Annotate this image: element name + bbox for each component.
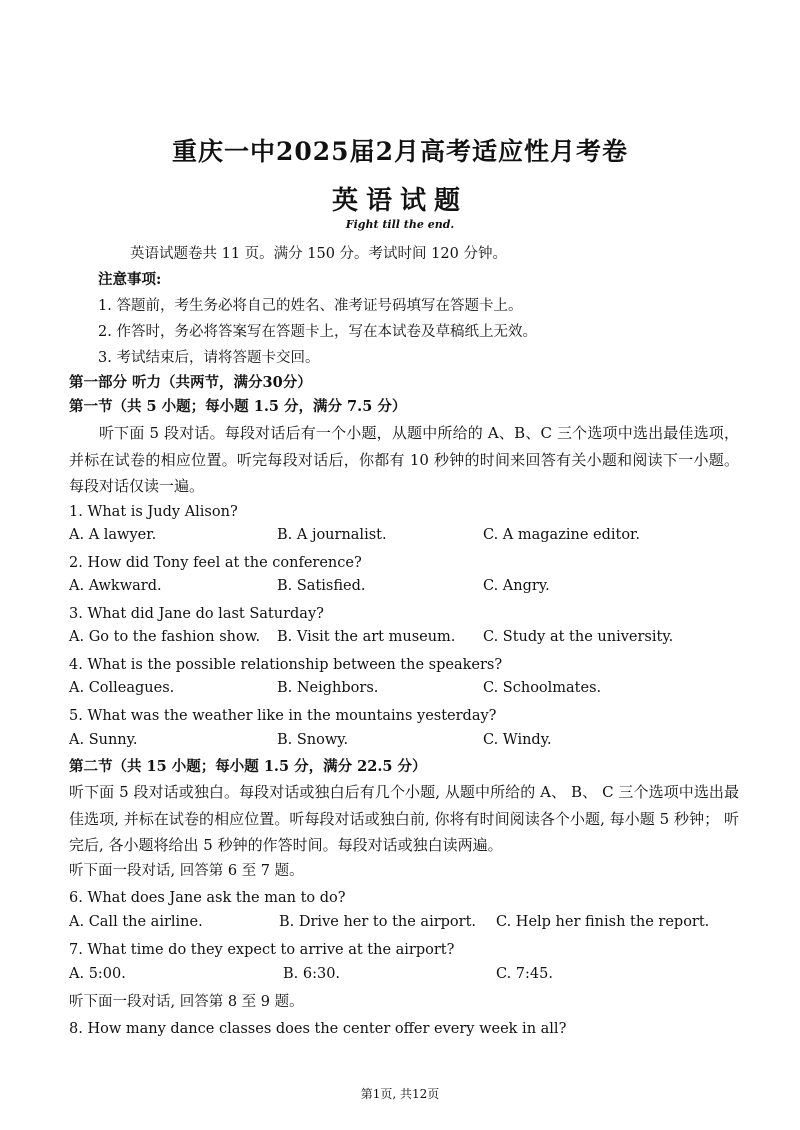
question-6-options — [69, 914, 769, 934]
option-c: C. Study at the university. — [483, 629, 674, 645]
question-5: 5. What was the weather like in the mountains yesterday? — [69, 708, 497, 724]
page-footer: 第1页, 共12页 — [360, 1087, 440, 1101]
option-a: A. Colleagues. — [69, 680, 175, 696]
option-a: A. Go to the fashion show. — [69, 629, 261, 645]
option-a: A. Sunny. — [69, 732, 138, 748]
option-c: C. A magazine editor. — [483, 527, 641, 543]
question-4-options — [69, 680, 769, 700]
part1-heading: 第一部分 听力（共两节，满分30分） — [69, 374, 312, 391]
option-c: C. Help her finish the report. — [496, 914, 710, 930]
exam-intro: 英语试题卷共 11 页。满分 150 分。考试时间 120 分钟。 — [130, 246, 507, 262]
section2-heading: 第二节（共 15 小题；每小题 1.5 分，满分 22.5 分） — [69, 758, 427, 775]
question-5-options — [69, 732, 769, 752]
option-b: B. 6:30. — [283, 966, 341, 982]
option-b: B. Visit the art museum. — [277, 629, 456, 645]
question-2-options — [69, 578, 769, 598]
notes-heading: 注意事项: — [98, 271, 162, 288]
dialogue-prompt: 听下面一段对话, 回答第 6 至 7 题。 — [69, 863, 304, 879]
option-a: A. Call the airline. — [69, 914, 203, 930]
note-item: 2. 作答时，务必将答案写在答题卡上，写在本试卷及草稿纸上无效。 — [98, 324, 537, 340]
question-8: 8. How many dance classes does the center offer every week in all? — [69, 1021, 567, 1037]
option-b: B. A journalist. — [277, 527, 387, 543]
question-7-options — [69, 966, 769, 986]
option-b: B. Drive her to the airport. — [279, 914, 477, 930]
note-item: 3. 考试结束后，请将答题卡交回。 — [98, 350, 320, 366]
question-3: 3. What did Jane do last Saturday? — [69, 606, 324, 622]
option-c: C. Schoolmates. — [483, 680, 602, 696]
question-1-options — [69, 527, 769, 547]
motto: Fight till the end. — [345, 218, 455, 231]
exam-title: 重庆一中2025届2月高考适应性月考卷 — [172, 137, 628, 166]
option-b: B. Snowy. — [277, 732, 349, 748]
section1-heading: 第一节（共 5 小题；每小题 1.5 分，满分 7.5 分） — [69, 398, 407, 415]
subject-title: 英语试题 — [331, 186, 468, 216]
dialogue-prompt: 听下面一段对话, 回答第 8 至 9 题。 — [69, 994, 304, 1010]
option-c: C. Angry. — [483, 578, 550, 594]
option-b: B. Satisfied. — [277, 578, 366, 594]
option-a: A. 5:00. — [69, 966, 126, 982]
option-c: C. Windy. — [483, 732, 552, 748]
option-a: A. Awkward. — [69, 578, 162, 594]
option-a: A. A lawyer. — [69, 527, 157, 543]
question-1: 1. What is Judy Alison? — [69, 504, 238, 520]
option-b: B. Neighbors. — [277, 680, 379, 696]
question-4: 4. What is the possible relationship between the speakers? — [69, 657, 503, 673]
option-c: C. 7:45. — [496, 966, 553, 982]
section1-instructions: 听下面 5 段对话。每段对话后有一个小题，从题中所给的 A、B、C 三个选项中选出最佳选项，并标在试卷的相应位置。听完每段对话后，你都有 10 秒钟的时间来回答有关小题和阅读下一小题。每段对话仅读一遍。 — [69, 424, 739, 495]
note-item: 1. 答题前，考生务必将自己的姓名、准考证号码填写在答题卡上。 — [98, 298, 523, 314]
question-3-options — [69, 629, 769, 649]
question-2: 2. How did Tony feel at the conference? — [69, 555, 362, 571]
question-7: 7. What time do they expect to arrive at the airport? — [69, 942, 455, 958]
section2-instructions: 听下面 5 段对话或独白。每段对话或独白后有几个小题, 从题中所给的 A、 B、 C 三个选项中选出最佳选项, 并标在试卷的相应位置。听每段对话或独白前, 你将有时间阅读各个小题, 每小题 5 秒钟； 听完后, 各小题将给出 5 秒钟的作答时间。每段对话或独白读两遍。 — [69, 783, 739, 854]
question-6: 6. What does Jane ask the man to do? — [69, 890, 346, 906]
